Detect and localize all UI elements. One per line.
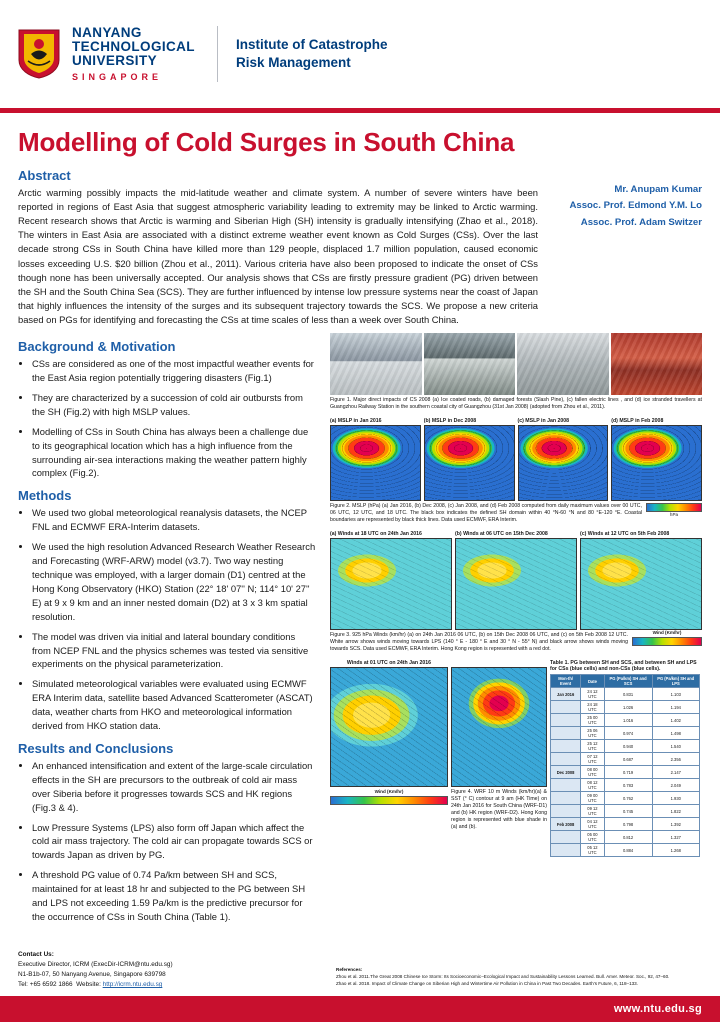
cell-pg-lps: 1.930 xyxy=(652,792,699,805)
abstract-section xyxy=(0,160,720,327)
cell-date: 25 06 UTC xyxy=(581,727,605,740)
cell-pg-scs: 0.783 xyxy=(604,779,652,792)
cell-pg-scs: 1.016 xyxy=(604,714,652,727)
table-row xyxy=(551,844,700,857)
author-list xyxy=(569,182,702,231)
references-heading: References: xyxy=(336,967,363,973)
figure-3-caption: Figure 3. 925 hPa Winds (km/hr) (a) on 24th Jan 2016 06 UTC, (b) on 15th Dec 2008 06 UTC, and (c) on 5th Feb 2008 12 UTC. White arrow shows winds moving towards LPS (140 ° E - 180 ° E and 30 ° N - 55° N) and black arrow shows winds moving towards SCS. Data used ECMWF, ERA Interim. Hong Kong region is represented with a red dot. xyxy=(330,632,628,653)
figure-3-panel-a xyxy=(330,531,452,630)
figure-4-colorbar xyxy=(330,796,448,805)
th-pg-sh-scs: PG (Pa/km) SH and SCS xyxy=(604,675,652,688)
figure-3-panels xyxy=(330,531,702,630)
list-item: • The model was driven via initial and lateral boundary conditions from NCEP FNL and the physics schemes was tested via sensitive experiments on the physical parameterization. xyxy=(32,630,316,672)
figure-2 xyxy=(330,418,702,524)
figure-4-and-table xyxy=(330,660,702,857)
contact-line-1: Executive Director, ICRM (ExecDir-ICRM@ntu.edu.sg) xyxy=(18,961,173,969)
cell-date: 25 00 UTC xyxy=(581,714,605,727)
mslp-map-a xyxy=(330,425,421,501)
cell-month xyxy=(551,792,581,805)
cell-pg-lps: 2.147 xyxy=(652,766,699,779)
author-2: Assoc. Prof. Edmond Y.M. Lo xyxy=(569,200,702,212)
mslp-colorbar xyxy=(646,503,702,512)
contact-tel: Tel: +65 6592 1866 xyxy=(18,981,73,989)
table-1-title: Table 1. PG between SH and SCS, and between SH and LPS for CSs (blue cells) and non-CSs (blue cells). xyxy=(550,660,697,673)
table-row xyxy=(551,831,700,844)
cell-pg-lps: 2.049 xyxy=(652,779,699,792)
cell-pg-lps: 1.268 xyxy=(652,844,699,857)
cell-pg-lps: 1.822 xyxy=(652,805,699,818)
table-row xyxy=(551,727,700,740)
cell-date: 25 12 UTC xyxy=(581,740,605,753)
cell-date: 08 12 UTC xyxy=(581,779,605,792)
table-row xyxy=(551,766,700,779)
table-1-block xyxy=(550,660,702,857)
pg-table-body xyxy=(551,688,700,857)
ntu-line-2: TECHNOLOGICAL xyxy=(72,38,195,54)
table-header-row xyxy=(551,675,700,688)
figure-3-panel-a-label: (a) Winds at 18 UTC on 24th Jan 2016 xyxy=(330,531,422,538)
figure-3 xyxy=(330,531,702,653)
cell-month: Feb 2008 xyxy=(551,818,581,831)
list-item: • Simulated meteorological variables were evaluated using ECMWF ERA Interim data, satellite based Advanced Scatterometer (ASCAT) data, weather charts from HKO and meteorological information derived from HKO station data. xyxy=(32,677,316,733)
photo-damaged-forest xyxy=(424,333,516,395)
figure-2-panel-b-label: (b) MSLP in Dec 2008 xyxy=(423,418,477,425)
cell-month xyxy=(551,701,581,714)
mslp-colorbar-unit: hPa xyxy=(669,512,679,518)
figure-4-panel-b xyxy=(451,660,547,831)
th-month-event: Mon-th/ Event xyxy=(551,675,581,688)
cell-date: 24 18 UTC xyxy=(581,701,605,714)
wind-map-c xyxy=(580,538,702,630)
figure-3-colorbar xyxy=(632,630,702,646)
methods-list xyxy=(18,506,316,733)
cell-date: 05 12 UTC xyxy=(581,844,605,857)
list-item: • They are characterized by a succession of cold air outbursts from the SH (Fig.2) with high MSLP values. xyxy=(32,391,316,419)
wind-colorbar-label: Wind (Km/hr) xyxy=(652,630,682,636)
photo-ice-coated-road xyxy=(330,333,422,395)
wind-colorbar xyxy=(632,637,702,646)
cell-pg-lps: 1.402 xyxy=(652,714,699,727)
footer-url[interactable]: www.ntu.edu.sg xyxy=(613,1003,702,1015)
table-row xyxy=(551,779,700,792)
mslp-map-d xyxy=(611,425,702,501)
cell-pg-lps: 1.194 xyxy=(652,701,699,714)
ntu-logo xyxy=(16,26,195,83)
cell-pg-lps: 1.540 xyxy=(652,740,699,753)
figure-2-panel-d xyxy=(611,418,702,501)
table-row xyxy=(551,714,700,727)
cell-date: 05 00 UTC xyxy=(581,831,605,844)
background-heading: Background & Motivation xyxy=(18,339,176,355)
cell-pg-lps: 1.498 xyxy=(652,727,699,740)
cell-pg-scs: 0.974 xyxy=(604,727,652,740)
figure-2-panels xyxy=(330,418,702,501)
cell-pg-lps: 1.392 xyxy=(652,818,699,831)
institute-name xyxy=(236,36,388,72)
cell-month xyxy=(551,831,581,844)
cell-month xyxy=(551,753,581,766)
photo-stranded-travellers xyxy=(611,333,703,395)
contact-website-label: Website: xyxy=(76,981,101,989)
cell-pg-scs: 0.812 xyxy=(604,831,652,844)
cell-pg-scs: 0.831 xyxy=(604,688,652,701)
figure-4-panel-a-label: Winds at 01 UTC on 24th Jan 2016 xyxy=(346,660,432,667)
wrf-d1-map xyxy=(330,667,448,787)
list-item: • Modelling of CSs in South China has always been a challenge due to its geographical location which has a high influence from the surrounding air-sea interactions making the weather pattern highly complex (Fig.2). xyxy=(32,425,316,481)
abstract-heading: Abstract xyxy=(18,168,71,183)
figure-2-colorbar xyxy=(646,501,702,517)
author-3: Assoc. Prof. Adam Switzer xyxy=(580,216,702,228)
cell-month xyxy=(551,740,581,753)
figure-2-panel-c xyxy=(518,418,609,501)
figure-4-colorbar-label: Wind (Km/hr) xyxy=(374,789,404,795)
table-row xyxy=(551,792,700,805)
wrf-d2-map xyxy=(451,667,547,787)
cell-pg-scs: 1.026 xyxy=(604,701,652,714)
cell-month xyxy=(551,714,581,727)
ntu-crest-icon xyxy=(16,28,62,80)
left-column xyxy=(18,333,316,932)
cell-date: 09 00 UTC xyxy=(581,792,605,805)
pg-table xyxy=(550,674,700,857)
cell-month xyxy=(551,844,581,857)
photo-fallen-electric-lines xyxy=(517,333,609,395)
poster-body xyxy=(0,327,720,932)
ntu-line-1: NANYANG xyxy=(72,24,142,40)
table-row xyxy=(551,818,700,831)
cell-pg-scs: 0.687 xyxy=(604,753,652,766)
figure-2-panel-c-label: (c) MSLP in Jan 2008 xyxy=(517,418,570,425)
figure-2-panel-d-label: (d) MSLP in Feb 2008 xyxy=(611,418,664,425)
figure-3-panel-c-label: (c) Winds at 12 UTC on 5th Feb 2008 xyxy=(580,531,670,538)
cell-date: 24 12 UTC xyxy=(581,688,605,701)
header-divider xyxy=(217,26,218,82)
institute-line-2: Risk Management xyxy=(235,55,351,70)
cell-date: 08 00 UTC xyxy=(581,766,605,779)
contact-line-2: N1-B1b-07, 50 Nanyang Avenue, Singapore 639798 xyxy=(18,971,166,979)
contact-block xyxy=(18,950,318,990)
figure-3-panel-b xyxy=(455,531,577,630)
cell-month xyxy=(551,727,581,740)
list-item: • We used two global meteorological reanalysis datasets, the NCEP FNL and ECMWF ERA-Interim datasets. xyxy=(32,506,316,534)
cell-pg-lps: 2.356 xyxy=(652,753,699,766)
ntu-country: SINGAPORE xyxy=(72,72,163,83)
right-column xyxy=(330,333,702,932)
cell-pg-lps: 1.103 xyxy=(652,688,699,701)
mslp-map-b xyxy=(424,425,515,501)
cell-month xyxy=(551,805,581,818)
ntu-wordmark xyxy=(72,26,195,83)
cell-month: Dec 2008 xyxy=(551,766,581,779)
cell-pg-scs: 0.719 xyxy=(604,766,652,779)
cell-pg-scs: 0.762 xyxy=(604,792,652,805)
list-item: • We used the high resolution Advanced Research Weather Research and Forecasting (WRF-ARW) model (v3.7). Two way nesting technique was employed, with a larger domain (D1) centred at the Hong Kong Observatory (HKO) Station (22° 18' 07'' N; 114° 10' 27'' E) at 9 x 9 km and an inner nested domain (D2) at 3 x 3 km spatial resolution. xyxy=(32,540,316,623)
page-title: Modelling of Cold Surges in South China xyxy=(18,127,515,157)
cell-month: Jan 2016 xyxy=(551,688,581,701)
wind-map-a xyxy=(330,538,452,630)
list-item: • An enhanced intensification and extent of the large-scale circulation effects in the SH are precursors to the outbreak of cold air mass over Siberia before it progresses towards SCS and HK regions (Fig.3 & 4). xyxy=(32,759,316,815)
figure-2-caption: Figure 2. MSLP (hPa) (a) Jan 2016, (b) Dec 2008, (c) Jan 2008, and (d) Feb 2008 computed from daily maximum values over 00 UTC, 06 UTC, 12 UTC, and 18 UTC. The black box indicates the defined SH domain within 40 °N-60 °N and 80 °E-120 °E. Coastal boundaries are represented by black thick lines. Data used ECMWF, ERA Interim. xyxy=(330,503,642,524)
abstract-body: Arctic warming possibly impacts the mid-latitude weather and climate system. A number of severe winters have been reported in regions of East Asia that suggest atmospheric variability leading to extremity may be linked to Arctic warming. Recent research shows that Arctic is warming and Siberian High (SH) intensity is gradually intensifying (Zhao et al., 2018). The winters in East Asia are associated with a distinct extreme weather event known as Cold Surges (CSs). Over the last decade strong CSs in South China have killed more than 129 people, displaced 1.7 million population, caused economic losses exceeding U.S. $20 billion (Zhou et al., 2011). Various criteria have also been proposed to indicate the onset of CSs though none has been universally accepted. Our analysis shows that CSs are firstly pressure gradient (PG) driven between the SH and the South China Sea (SCS). They are further influenced by intense low pressure systems near the coast of Japan that highly influences the intensity of the surges and its subsequent trajectory towards the SCS. We propose a new criteria based on PGs for identifying and forecasting the CSs at time scales of less than a week over South China. xyxy=(18,187,538,325)
contact-heading: Contact Us: xyxy=(18,951,54,959)
list-item: • Low Pressure Systems (LPS) also form off Japan which affect the cold air mass trajectory. The cold air can propagate towards SCS or towards Japan as driven by PG. xyxy=(32,821,316,863)
footer-bar xyxy=(0,996,720,1022)
figure-1-photos xyxy=(330,333,702,395)
figure-2-panel-a xyxy=(330,418,421,501)
contact-website-link[interactable]: http://icrm.ntu.edu.sg xyxy=(102,981,163,989)
background-list xyxy=(18,357,316,480)
cell-pg-lps: 1.327 xyxy=(652,831,699,844)
table-row xyxy=(551,688,700,701)
table-row xyxy=(551,805,700,818)
references-block xyxy=(336,967,706,988)
th-pg-sh-lps: PG (Pa/km) SH and LPS xyxy=(652,675,699,688)
mslp-map-c xyxy=(518,425,609,501)
cell-month xyxy=(551,779,581,792)
table-row xyxy=(551,740,700,753)
cell-pg-scs: 0.745 xyxy=(604,805,652,818)
author-1: Mr. Anupam Kumar xyxy=(614,184,702,195)
institute-line-1: Institute of Catastrophe xyxy=(235,36,388,52)
figure-4-panel-a xyxy=(330,660,448,805)
figure-1-caption: Figure 1. Major direct impacts of CS 2008 (a) Ice coated roads, (b) damaged forests (Slash Pine), (c) fallen electric lines , and (d) ice stranded travellers at Guangzhou Railway Station in the southern coastal city of Guangzhou (31st Jan 2008) (adopted from Zhou et al., 2011). xyxy=(330,397,702,411)
ntu-line-3: UNIVERSITY xyxy=(72,52,158,68)
cell-pg-scs: 0.798 xyxy=(604,818,652,831)
list-item: • A threshold PG value of 0.74 Pa/km between SH and SCS, maintained for at least 18 hr and subjected to the PG between SH and LPS not exceeding 1.59 Pa/km is the predictive precursor for the occurrence of CSs in South China (Table 1). xyxy=(32,868,316,924)
cell-pg-scs: 0.940 xyxy=(604,740,652,753)
cell-date: 04 12 UTC xyxy=(581,818,605,831)
cell-date: 09 12 UTC xyxy=(581,805,605,818)
figure-1 xyxy=(330,333,702,411)
reference-item: Zhou et al. 2011.The Great 2008 Chinese Ice Storm: Its Socioeconomic–Ecological Impact and Sustainability Lessons Learned. Bull. Amer. Meteor. Soc., 92, 47–60. xyxy=(336,974,670,980)
methods-heading: Methods xyxy=(18,488,72,504)
figure-4-caption: Figure 4. WRF 10 m Winds (km/hr)(a) & SST (° C) contour at 9 am (HK Time) on 24th Jan 2016 for South China (WRF-D1) and (b) HK region (WRF-D2). Hong Kong region is represented with blue shade in (a) and (b). xyxy=(451,789,547,831)
list-item: • CSs are considered as one of the most impactful weather events for the East Asia region potentially triggering disasters (Fig.1) xyxy=(32,357,316,385)
poster-header xyxy=(0,0,720,108)
table-row xyxy=(551,701,700,714)
th-date: Date xyxy=(581,675,605,688)
figure-3-panel-c xyxy=(580,531,702,630)
table-row xyxy=(551,753,700,766)
cell-date: 07 12 UTC xyxy=(581,753,605,766)
wind-map-b xyxy=(455,538,577,630)
results-heading: Results and Conclusions xyxy=(18,740,174,756)
figure-2-panel-b xyxy=(424,418,515,501)
figure-2-panel-a-label: (a) MSLP in Jan 2016 xyxy=(330,418,382,425)
figure-3-panel-b-label: (b) Winds at 06 UTC on 15th Dec 2008 xyxy=(455,531,548,538)
results-list xyxy=(18,759,316,924)
cell-pg-scs: 0.884 xyxy=(604,844,652,857)
reference-item: Zhao et al. 2018. Impact of Climate Change on Siberian High and Wintertime Air Pollution in China in Past Two Decades. Earth's Future, 6, 118–133. xyxy=(336,981,639,987)
